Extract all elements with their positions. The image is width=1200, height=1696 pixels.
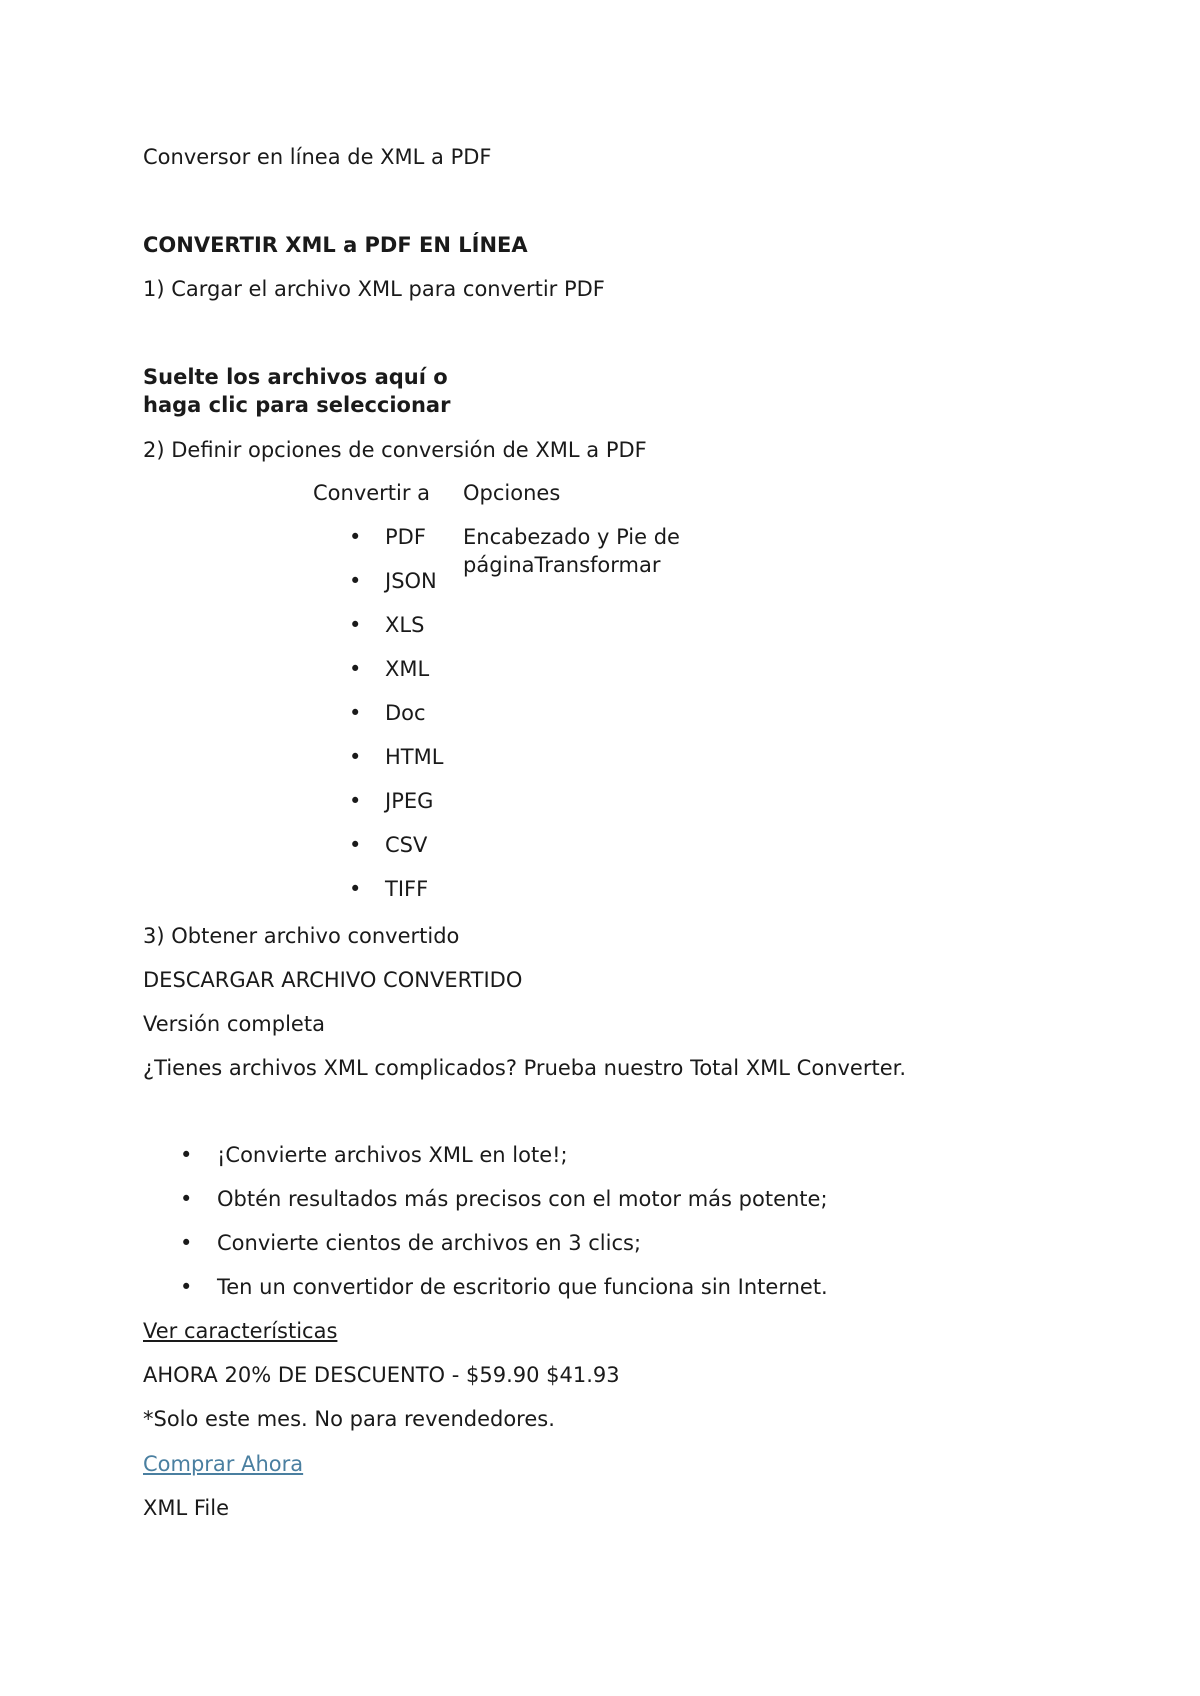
format-option[interactable]: • Doc (345, 699, 443, 743)
drop-zone-line-1: Suelte los archivos aquí o (143, 365, 448, 389)
format-option[interactable]: • JPEG (345, 787, 443, 831)
discount-text: AHORA 20% DE DESCUENTO - $59.90 $41.93 (143, 1363, 620, 1387)
step-3-label: 3) Obtener archivo convertido (143, 924, 460, 948)
buy-now-link[interactable]: Comprar Ahora (143, 1452, 304, 1476)
file-drop-zone[interactable] (143, 363, 450, 419)
page-title: Conversor en línea de XML a PDF (143, 145, 492, 169)
step-1-label: 1) Cargar el archivo XML para convertir PDF (143, 277, 605, 301)
feature-item: • ¡Convierte archivos XML en lote!; (175, 1141, 828, 1185)
see-features-link[interactable]: Ver características (143, 1319, 338, 1343)
options-header: Opciones (463, 481, 561, 505)
format-option[interactable]: • TIFF (345, 875, 443, 919)
format-option[interactable]: • PDF (345, 523, 443, 567)
offer-note: *Solo este mes. No para revendedores. (143, 1407, 555, 1431)
convert-to-header: Convertir a (313, 481, 431, 505)
footer-text: XML File (143, 1496, 230, 1520)
feature-item: • Convierte cientos de archivos en 3 clics; (175, 1229, 828, 1273)
format-list (345, 523, 443, 919)
main-heading: CONVERTIR XML a PDF EN LÍNEA (143, 233, 528, 257)
drop-zone-line-2: haga clic para seleccionar (143, 393, 451, 417)
feature-list (175, 1141, 828, 1317)
feature-item: • Ten un convertidor de escritorio que funciona sin Internet. (175, 1273, 828, 1317)
feature-item: • Obtén resultados más precisos con el motor más potente; (175, 1185, 828, 1229)
step-2-label: 2) Definir opciones de conversión de XML a PDF (143, 438, 647, 462)
format-option[interactable]: • CSV (345, 831, 443, 875)
format-option[interactable]: • XML (345, 655, 443, 699)
download-button[interactable]: DESCARGAR ARCHIVO CONVERTIDO (143, 968, 523, 992)
format-option[interactable]: • JSON (345, 567, 443, 611)
promo-text: ¿Tienes archivos XML complicados? Prueba nuestro Total XML Converter. (143, 1056, 907, 1080)
options-value: Encabezado y Pie de páginaTransformar (463, 525, 680, 577)
format-option[interactable]: • XLS (345, 611, 443, 655)
format-option[interactable]: • HTML (345, 743, 443, 787)
full-version-heading: Versión completa (143, 1012, 325, 1036)
